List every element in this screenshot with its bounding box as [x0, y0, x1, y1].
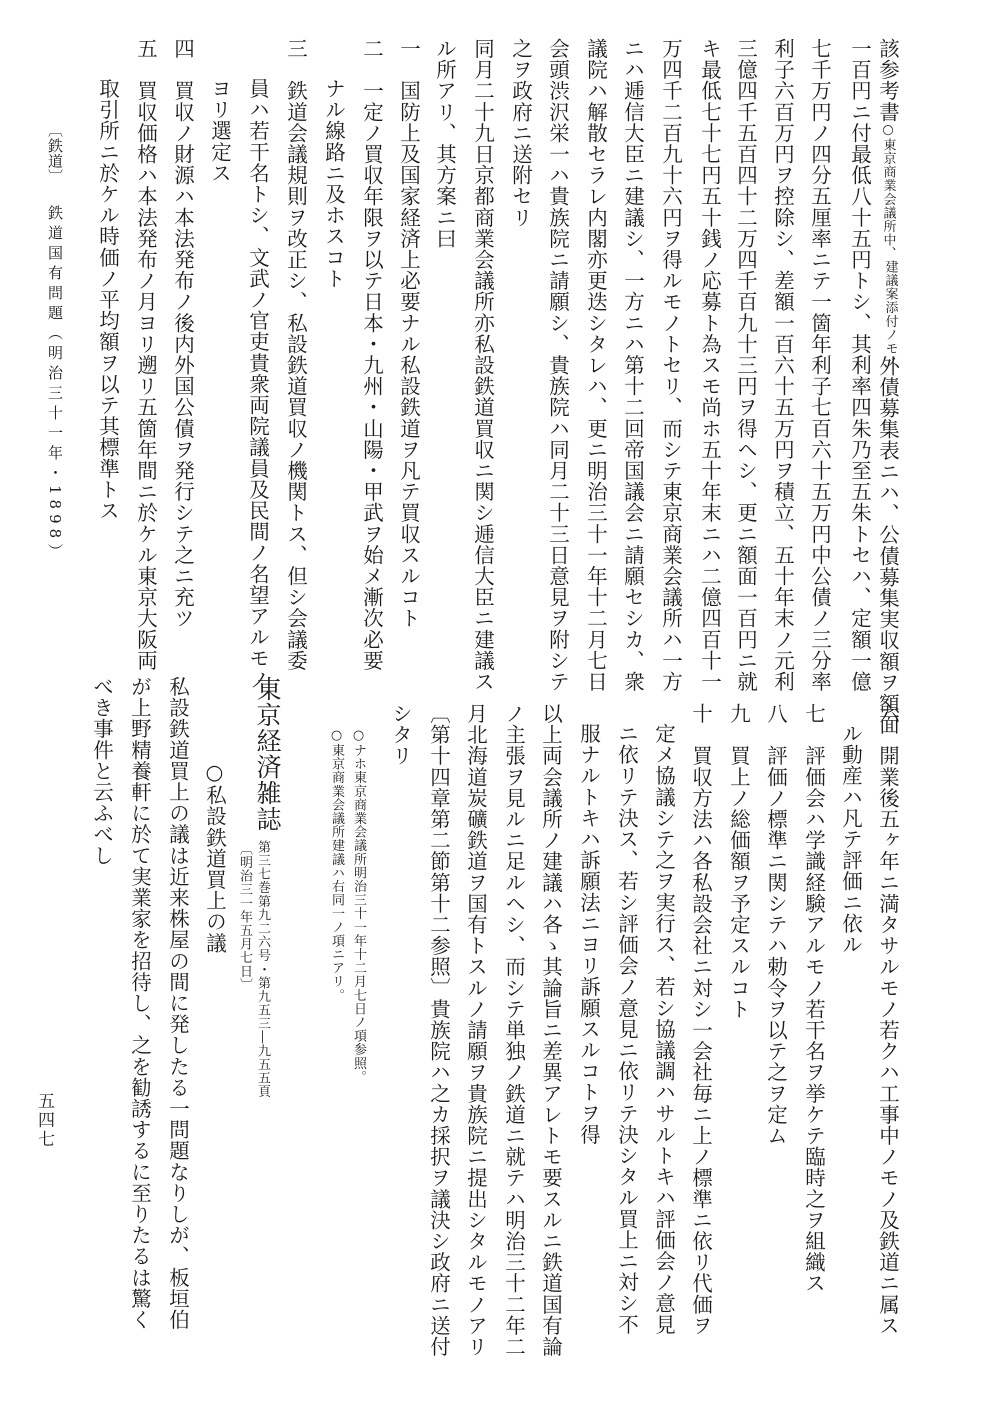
cross-reference-note-2: ○東京商業会議所建議ハ右同一ノ項ニアリ。 [329, 728, 344, 1002]
running-footer-section: 〔鉄道〕 [46, 122, 64, 185]
lower-line-conclusion-4: 〔第十四章第二節第十二参照〕貴族院ハ之カ採択ヲ議決シ政府ニ送付 [426, 703, 451, 1358]
upper-line-5: 三億四千五百四十二万四千百九十三円ヲ得ヘシ、更ニ額面一百円ニ就 [733, 38, 758, 693]
magazine-reference: 第三七巻第九二六号・第九五三―九五五頁 [255, 840, 270, 1099]
upper-line-6: キ最低七十七円五十銭ノ応募ト為スモ尚ホ五十年末ニハ二億四百十一 [697, 38, 722, 693]
reference-label: 該参考書 [875, 38, 900, 123]
upper-item-4: 四 買収ノ財源ハ本法発布ノ後内外国公債ヲ発行シテ之ニ充ツ [170, 38, 195, 629]
cross-reference-note-1: ○ナホ東京商業会議所明治三十一年十二月七日ノ項参照。 [351, 728, 366, 1084]
article-heading: ○私設鉄道買上の議 [202, 760, 227, 954]
lower-item-6-cont: ル動産ハ凡テ評価ニ依ル [838, 723, 863, 956]
lower-item-8: 八 評価ノ標準ニ関シテハ勅令ヲ以テ之ヲ定ム [763, 703, 788, 1147]
lower-line-conclusion-2: ノ主張ヲ見ルニ足ルヘシ、而シテ単独ノ鉄道ニ就テハ明治三十二年二 [501, 703, 526, 1358]
article-line-2: が上野精養軒に於て実業家を招待し、之を勧誘するに至りたるは驚く [127, 676, 152, 1331]
magazine-date: 〔明治三一年五月七日〕 [237, 842, 252, 992]
magazine-title: 東京経済雑誌 [253, 676, 282, 832]
lower-item-10-cont: 定メ協議シテ之ヲ実行ス、若シ協議調ハサルトキハ評価会ノ意見 [651, 723, 676, 1335]
upper-line-4: 利子六百万円ヲ控除シ、差額一百六十五万円ヲ積立、五十年末ノ元利 [770, 38, 795, 693]
upper-item-1: 一 国防上及国家経済上必要ナル私設鉄道ヲ凡テ買収スルコト [396, 38, 421, 629]
lower-item-10: 十 買収方法ハ各私設会社ニ対シ一会社毎ニ上ノ標準ニ依リ代価ヲ [688, 703, 713, 1336]
upper-line-7: 万四千二百九十六円ヲ得ルモノトセリ、而シテ東京商業会議所ハ一方 [658, 38, 683, 693]
lower-item-10-cont3: 服ナルトキハ訴願法ニヨリ訴願スルコトヲ得 [576, 723, 601, 1145]
lower-line-conclusion-5: シタリ [388, 703, 413, 767]
upper-line-8: ニハ逓信大臣ニ建議シ、一方ニハ第十二回帝国議会ニ請願セシカ、衆 [620, 38, 645, 693]
upper-item-2-cont: ナル線路ニ及ホスコト [321, 78, 346, 289]
page-number: 五四七 [34, 1092, 54, 1149]
lower-item-6: 六 開業後五ヶ年ニ満タサルモノ若クハ工事中ノモノ及鉄道ニ属ス [875, 703, 900, 1336]
running-footer-title: 鉄道国有問題（明治三十一年・1898） [46, 205, 64, 564]
lower-line-conclusion-1: 以上両会議所ノ建議ハ各ゝ其論旨ニ差異アレトモ要スルニ鉄道国有論 [538, 703, 563, 1358]
upper-line-9: 議院ハ解散セラレ内閣亦更迭シタレハ、更ニ明治三十一年十二月七日 [583, 38, 608, 693]
upper-item-5: 五 買収価格ハ本法発布ノ月ヨリ遡リ五箇年間ニ於ケル東京大阪両 [133, 38, 158, 671]
upper-line-10: 会頭渋沢栄一ハ貴族院ニ請願シ、貴族院ハ同月二十三日意見ヲ附シテ [545, 38, 570, 693]
upper-line-2: 一百円ニ付最低八十五円トシ、其利率四朱乃至五朱トセハ、定額一億 [847, 38, 872, 693]
lower-item-7: 七 評価会ハ学識経験アルモノ若干名ヲ挙ケテ臨時之ヲ組織ス [801, 703, 826, 1294]
upper-line-1: 該参考書○東京商業会議所中、 建議案添付ノモノ 外債募集表ニハ、公債募集実収額ヲ額面 [875, 38, 900, 736]
lower-line-conclusion-3: 月北海道炭礦鉄道ヲ国有トスルノ請願ヲ貴族院ニ提出シタルモノアリ [463, 703, 488, 1358]
upper-item-3-cont2: ヨリ選定ス [207, 78, 232, 184]
upper-item-3: 三 鉄道会議規則ヲ改正シ、私設鉄道買収ノ機関トス、但シ会議委 [283, 38, 308, 671]
lower-item-9: 九 買上ノ総価額ヲ予定スルコト [726, 703, 751, 1020]
upper-line-3: 七千万円ノ四分五厘率ニテ一箇年利子七百六十五万円中公債ノ三分率 [807, 38, 832, 693]
lower-item-10-cont2: ニ依リテ決ス、若シ評価会ノ意見ニ依リテ決シタル買上ニ対シ不 [614, 723, 639, 1335]
inline-note: ○東京商業会議所中、 [880, 122, 896, 261]
upper-item-2: 二 一定ノ買収年限ヲ以テ日本・九州・山陽・甲武ヲ始メ漸次必要 [359, 38, 384, 671]
inline-note-stack: 建議案添付ノモノ [882, 260, 898, 370]
article-line-1: 私設鉄道買上の議は近来株屋の間に発したる一問題なりしが、板垣伯 [165, 676, 190, 1331]
upper-item-5-cont: 取引所ニ於ケル時価ノ平均額ヲ以テ其標準トス [95, 78, 120, 522]
article-line-3: べき事件と云ふべし [89, 676, 114, 866]
upper-item-3-cont: 員ハ若干名トシ、文武ノ官吏貴衆両院議員及民間ノ名望アルモノ [245, 78, 270, 690]
upper-line-13: ル所アリ、其方案ニ曰 [432, 38, 457, 249]
upper-line-12: 同月二十九日京都商業会議所亦私設鉄道買収ニ関シ逓信大臣ニ建議ス [470, 38, 495, 693]
upper-line-11: 之ヲ政府ニ送附セリ [508, 38, 533, 228]
